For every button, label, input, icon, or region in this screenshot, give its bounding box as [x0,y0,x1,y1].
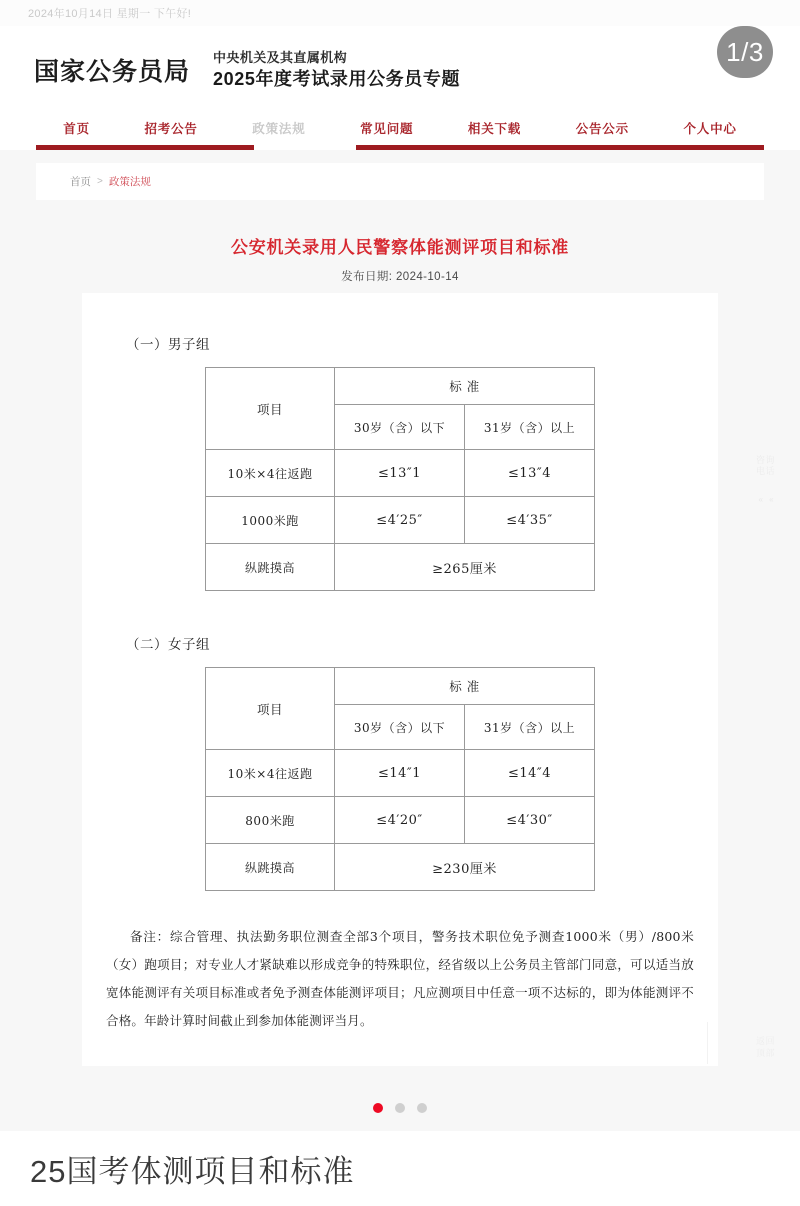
women-header-item: 项目 [206,668,335,750]
table-header-row [206,668,595,705]
back-to-top-label: 返回顶部 [756,1036,776,1058]
nav-item-announcements[interactable]: 公告公示 [575,122,629,136]
page-indicator-badge: 1/3 [717,26,773,78]
table-row [206,450,595,497]
women-row1-young: ≤4′20″ [335,797,465,844]
breadcrumb-separator-icon: > [97,176,103,187]
section-women [82,633,718,891]
section-men [82,333,718,591]
nav-underline [36,145,764,150]
women-row0-young: ≤14″1 [335,750,465,797]
article-header [82,236,718,284]
page-title: 公安机关录用人民警察体能测评项目和标准 [230,238,570,257]
men-standards-table [205,367,595,591]
nav-item-list [36,113,764,145]
men-row1-item: 1000米跑 [206,497,335,544]
men-row2-merged-value: ≥265厘米 [335,544,595,591]
men-row1-old: ≤4′35″ [465,497,595,544]
breadcrumb-current[interactable]: 政策法规 [108,176,151,188]
men-row0-young: ≤13″1 [335,450,465,497]
breadcrumb-bar [36,163,764,200]
site-logo[interactable] [34,52,190,88]
men-header-age-old: 31岁（含）以上 [465,405,595,450]
men-row0-old: ≤13″4 [465,450,595,497]
header-title-block [213,49,460,91]
carousel-dot-2[interactable] [395,1103,405,1113]
women-header-age-young: 30岁（含）以下 [335,705,465,750]
men-header-item: 项目 [206,368,335,450]
table-header-row [206,368,595,405]
site-header [0,26,800,113]
table-row [206,797,595,844]
nav-item-recruitment-notice[interactable]: 招考公告 [144,122,198,136]
women-header-standard: 标 准 [335,668,595,705]
side-rail-contact-label: 咨询电话 [756,455,776,476]
nav-item-policies[interactable]: 政策法规 [225,113,333,145]
women-row1-item: 800米跑 [206,797,335,844]
status-bar-text: 2024年10月14日 星期一 下午好! [28,8,192,20]
back-to-top-button[interactable] [756,1035,778,1059]
section-men-label: （一）男子组 [126,337,210,353]
table-row [206,544,595,591]
women-row2-merged-value: ≥230厘米 [335,844,595,891]
men-header-age-young: 30岁（含）以下 [335,405,465,450]
women-standards-table [205,667,595,891]
status-bar [0,0,800,26]
header-subtitle: 中央机关及其直属机构 [213,49,348,65]
main-navigation [0,113,800,150]
side-rail-divider [707,1022,708,1064]
carousel-dot-3[interactable] [417,1103,427,1113]
table-row [206,497,595,544]
header-title: 2025年度考试录用公务员专题 [213,68,461,89]
article-card [82,238,718,1066]
nav-item-home[interactable]: 首页 [63,122,90,136]
carousel-dot-1[interactable] [373,1103,383,1113]
breadcrumb-home[interactable]: 首页 [70,176,91,188]
carousel-dots [0,1103,800,1113]
caption-area [0,1131,800,1206]
remark-text: 备注：综合管理、执法勤务职位测查全部3个项目，警务技术职位免予测查1000米（男）/800米（女）跑项目；对专业人才紧缺难以形成竞争的特殊职位，经省级以上公务员主管部门同意，可以适当放宽体能测评有关项目标准或者免予测查体能测评项目；凡应测项目中任意一项不达标的，即为体能测评不合格。年龄计算时间截止到参加体能测评当月。 [106,929,694,1028]
publish-date: 发布日期: 2024-10-14 [341,271,459,283]
breadcrumb [70,174,151,189]
nav-item-faq[interactable]: 常见问题 [360,122,414,136]
caption-text: 25国考体测项目和标准 [30,1154,355,1189]
section-women-label: （二）女子组 [126,637,210,653]
men-row1-young: ≤4′25″ [335,497,465,544]
table-row [206,844,595,891]
women-header-age-old: 31岁（含）以上 [465,705,595,750]
table-row [206,750,595,797]
collapse-arrows-icon[interactable]: « « [758,495,776,504]
men-header-standard: 标 准 [335,368,595,405]
women-row0-old: ≤14″4 [465,750,595,797]
side-rail-contact[interactable] [756,455,778,505]
site-logo-text: 国家公务员局 [34,57,191,86]
women-row2-item: 纵跳摸高 [206,844,335,891]
nav-item-user-center[interactable]: 个人中心 [683,122,737,136]
women-row0-item: 10米×4往返跑 [206,750,335,797]
men-row2-item: 纵跳摸高 [206,544,335,591]
nav-active-gap [254,145,356,150]
women-row1-old: ≤4′30″ [465,797,595,844]
nav-item-downloads[interactable]: 相关下载 [467,122,522,136]
men-row0-item: 10米×4往返跑 [206,450,335,497]
